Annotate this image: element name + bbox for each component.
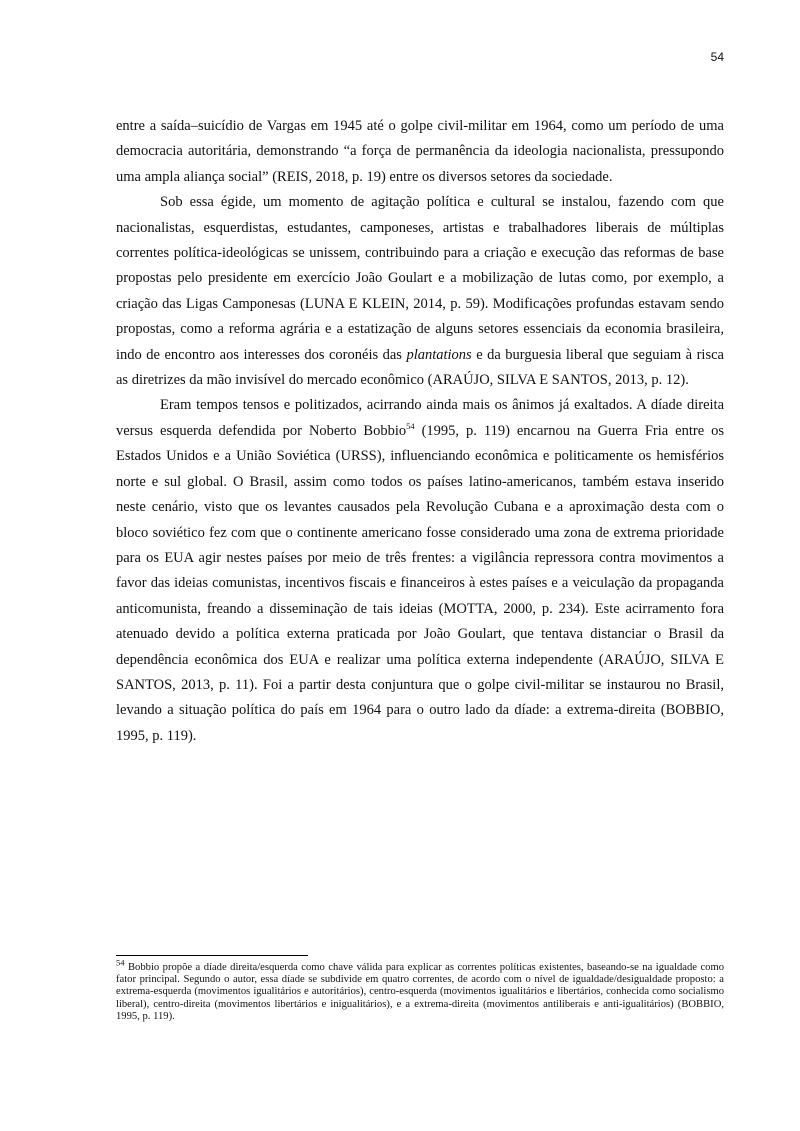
footnote — [116, 957, 724, 1023]
paragraph-1-text: entre a saída–suicídio de Vargas em 1945 até o golpe civil-militar em 1964, como um período de uma democracia autoritária, demonstrando “a força de permanência da ideologia nacionalista, pressupondo uma ampla aliança social” (REIS, 2018, p. 19) entre os diversos setores da sociedade. — [116, 118, 724, 185]
footnote-text: Bobbio propõe a díade direita/esquerda como chave válida para explicar as correntes políticas existentes, baseando-se na igualdade como fator principal. Segundo o autor, essa díade se subdivide em quatro correntes, de acordo com o nível de igualdade/desigualdade proposto: a extrema-esquerda (movimentos igualitários e autoritários), centro-esquerda (movimentos igualitários e libertários, conhecida como socialismo liberal), centro-direita (movimentos libertários e inigualitários), e a extrema-direita (movimentos antiliberais e anti-igualitários) (BOBBIO, 1995, p. 119). — [116, 962, 724, 1022]
paragraph-2-text-b: e da burguesia liberal que seguiam à risca as diretrizes da mão invisível do mercado econômico (ARAÚJO, SILVA E SANTOS, 2013, p. 12). — [116, 346, 724, 389]
footnote-divider — [116, 955, 308, 956]
paragraph-2-text-a: Sob essa égide, um momento de agitação política e cultural se instalou, fazendo com que nacionalistas, esquerdistas, estudantes, camponeses, artistas e trabalhadores liberais de múltiplas correntes política-ideológicas se unissem, contribuindo para a criação e execução das reformas de base propostas pelo presidente em exercício João Goulart e a mobilização de lutas como, por exemplo, a criação das Ligas Camponesas (LUNA E KLEIN, 2014, p. 59). Modificações profundas estavam sendo propostas, como a reforma agrária e a estatização de alguns setores essenciais da economia brasileira, indo de encontro aos interesses dos coronéis das — [116, 194, 724, 363]
paragraph-3-text-a: Eram tempos tensos e politizados, acirrando ainda mais os ânimos já exaltados. A díade direita versus esquerda defendida por Noberto Bobbio — [116, 397, 724, 439]
page-number: 54 — [710, 50, 724, 64]
footnote-reference-54[interactable]: 54 — [406, 421, 415, 432]
italic-term-plantations: plantations — [406, 346, 472, 363]
paragraph-3-text-b: (1995, p. 119) encarnou na Guerra Fria entre os Estados Unidos e a União Soviética (URSS), influenciando econômica e politicamente os hemisférios norte e sul global. O Brasil, assim como todos os países latino-americanos, também estava inserido neste cenário, visto que os levantes causados pela Revolução Cubana e a aproximação desta com o bloco soviético fez com que o continente americano fosse considerado uma zona de extrema prioridade para os EUA agir nestes países por meio de três frentes: a vigilância repressora contra movimentos a favor das ideias comunistas, incentivos fiscais e financeiros à estes países e a veiculação da propaganda anticomunista, freando a disseminação de tais ideias (MOTTA, 2000, p. 234). Este acirramento fora atenuado devido a política externa praticada por João Goulart, que tentava distanciar o Brasil da dependência econômica dos EUA e realizar uma política externa independente (ARAÚJO, SILVA E SANTOS, 2013, p. 11). Foi a partir desta conjuntura que o golpe civil-militar se instaurou no Brasil, levando a situação política do país em 1964 para o outro lado da díade: a extrema-direita (BOBBIO, 1995, p. 119). — [116, 422, 724, 744]
paragraph-2 — [116, 190, 724, 393]
body-text — [116, 114, 724, 749]
footnote-marker: 54 — [116, 957, 125, 968]
paragraph-1 — [116, 114, 724, 190]
paragraph-3 — [116, 393, 724, 749]
footnote-paragraph — [116, 957, 724, 1023]
